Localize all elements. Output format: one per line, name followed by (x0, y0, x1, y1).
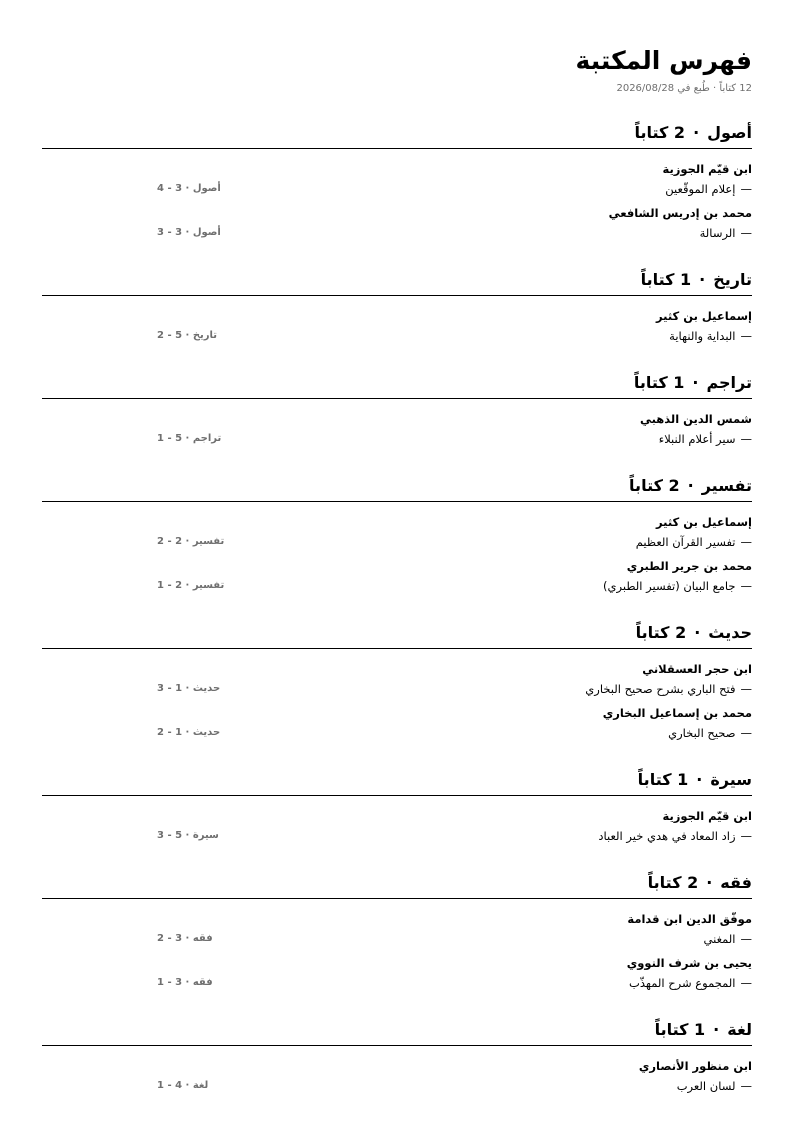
book-title-wrap (677, 1076, 752, 1096)
book-author: ابن قيّم الجوزية (662, 162, 752, 176)
category-separator: · (692, 373, 699, 392)
page-title: فهرس المكتبة (575, 46, 752, 75)
category-name: فقه (720, 873, 752, 892)
book-title-wrap (585, 679, 752, 699)
book-author: ابن حجر العسقلاني (642, 662, 752, 676)
shelf-location: تاريخ · 5 - 2 (157, 330, 218, 341)
book-row (42, 1076, 752, 1096)
category-section (42, 269, 752, 346)
category-count: 1 كتاباً (633, 373, 685, 392)
book-title: زاد المعاد في هدي خير العباد (598, 829, 736, 843)
book-dash: — (740, 932, 752, 946)
book-title-wrap (598, 826, 752, 846)
category-separator: · (687, 476, 694, 495)
book-title: المغني (703, 932, 736, 946)
book-title-wrap (669, 326, 752, 346)
page-subtitle: 12 كتاباً · طُبع في 2026/08/28 (616, 83, 752, 94)
book-title-wrap (636, 532, 752, 552)
category-separator: · (696, 770, 703, 789)
book-title-wrap (603, 576, 752, 596)
book-author: ابن قيّم الجوزية (662, 809, 752, 823)
book-entry (42, 1056, 752, 1096)
book-title: المجموع شرح المهذّب (629, 976, 736, 990)
category-count: 2 كتاباً (629, 476, 680, 495)
book-row (42, 179, 752, 199)
category-heading (42, 475, 752, 502)
category-section (42, 475, 752, 596)
book-row (42, 723, 752, 743)
book-title-wrap (700, 223, 752, 243)
category-section (42, 372, 752, 449)
shelf-location: حديث · 1 - 3 (157, 683, 221, 694)
category-separator: · (713, 1020, 720, 1039)
book-entry (42, 512, 752, 552)
category-name: أصول (707, 123, 752, 142)
book-entry (42, 659, 752, 699)
category-name: لغة (727, 1020, 752, 1039)
book-entry (42, 703, 752, 743)
shelf-location: حديث · 1 - 2 (157, 727, 221, 738)
book-dash: — (740, 226, 752, 240)
book-entry (42, 409, 752, 449)
shelf-location: تفسير · 2 - 1 (157, 580, 225, 591)
category-heading (42, 872, 752, 899)
book-entry (42, 806, 752, 846)
book-title-wrap (665, 179, 752, 199)
category-name: سيرة (710, 770, 752, 789)
book-entry (42, 556, 752, 596)
shelf-location: لغة · 4 - 1 (157, 1080, 209, 1091)
book-dash: — (740, 726, 752, 740)
category-name: تاريخ (713, 270, 752, 289)
book-entry (42, 159, 752, 199)
book-author: محمد بن إدريس الشافعي (608, 206, 752, 220)
book-dash: — (740, 329, 752, 343)
book-title: صحيح البخاري (668, 726, 736, 740)
category-separator: · (693, 123, 700, 142)
category-heading (42, 122, 752, 149)
book-title: لسان العرب (676, 1079, 736, 1093)
book-dash: — (740, 1079, 752, 1093)
shelf-location: فقه · 3 - 1 (157, 977, 213, 988)
category-count: 1 كتاباً (637, 770, 689, 789)
category-separator: · (694, 623, 701, 642)
category-count: 2 كتاباً (647, 873, 699, 892)
book-author: إسماعيل بن كثير (656, 515, 752, 529)
shelf-location: سيرة · 5 - 3 (157, 830, 219, 841)
book-dash: — (740, 579, 752, 593)
category-section (42, 769, 752, 846)
category-heading (42, 622, 752, 649)
book-title: جامع البيان (تفسير الطبري) (603, 579, 736, 593)
book-row (42, 973, 752, 993)
book-entry (42, 203, 752, 243)
book-title: البداية والنهاية (669, 329, 736, 343)
book-row (42, 429, 752, 449)
shelf-location: أصول · 3 - 3 (157, 227, 221, 238)
book-row (42, 679, 752, 699)
book-author: ابن منظور الأنصاري (638, 1059, 752, 1073)
shelf-location: أصول · 3 - 4 (157, 183, 221, 194)
category-count: 2 كتاباً (635, 623, 687, 642)
book-dash: — (740, 535, 752, 549)
book-title: تفسير القرآن العظيم (635, 535, 736, 549)
book-row (42, 326, 752, 346)
category-name: تفسير (701, 476, 752, 495)
book-author: إسماعيل بن كثير (656, 309, 752, 323)
book-title: سير أعلام النبلاء (658, 432, 736, 446)
category-section (42, 1019, 752, 1096)
catalog-sections (42, 122, 752, 1096)
category-count: 2 كتاباً (634, 123, 686, 142)
book-title: إعلام الموقّعين (665, 182, 736, 196)
book-author: محمد بن إسماعيل البخاري (602, 706, 752, 720)
category-heading (42, 269, 752, 296)
book-title: فتح الباري بشرح صحيح البخاري (585, 682, 736, 696)
book-dash: — (740, 976, 752, 990)
category-count: 1 كتاباً (640, 270, 692, 289)
book-title-wrap (704, 929, 752, 949)
category-separator: · (706, 873, 713, 892)
book-title-wrap (629, 973, 752, 993)
book-dash: — (740, 829, 752, 843)
book-dash: — (740, 182, 752, 196)
book-title-wrap (659, 429, 752, 449)
category-separator: · (699, 270, 706, 289)
category-heading (42, 372, 752, 399)
category-section (42, 122, 752, 243)
shelf-location: فقه · 3 - 2 (157, 933, 213, 944)
book-row (42, 576, 752, 596)
book-row (42, 929, 752, 949)
book-author: موفّق الدين ابن قدامة (627, 912, 752, 926)
book-author: محمد بن جرير الطبري (626, 559, 752, 573)
book-row (42, 223, 752, 243)
book-dash: — (740, 432, 752, 446)
shelf-location: تراجم · 5 - 1 (157, 433, 222, 444)
book-entry (42, 306, 752, 346)
category-section (42, 872, 752, 993)
book-row (42, 826, 752, 846)
book-row (42, 532, 752, 552)
category-section (42, 622, 752, 743)
book-title-wrap (668, 723, 752, 743)
shelf-location: تفسير · 2 - 2 (157, 536, 225, 547)
book-author: شمس الدين الذهبي (639, 412, 752, 426)
category-count: 1 كتاباً (654, 1020, 706, 1039)
category-name: حديث (708, 623, 752, 642)
category-name: تراجم (706, 373, 752, 392)
category-heading (42, 769, 752, 796)
book-title: الرسالة (699, 226, 736, 240)
book-dash: — (740, 682, 752, 696)
category-heading (42, 1019, 752, 1046)
book-entry (42, 909, 752, 949)
book-entry (42, 953, 752, 993)
book-author: يحيى بن شرف النووي (626, 956, 752, 970)
